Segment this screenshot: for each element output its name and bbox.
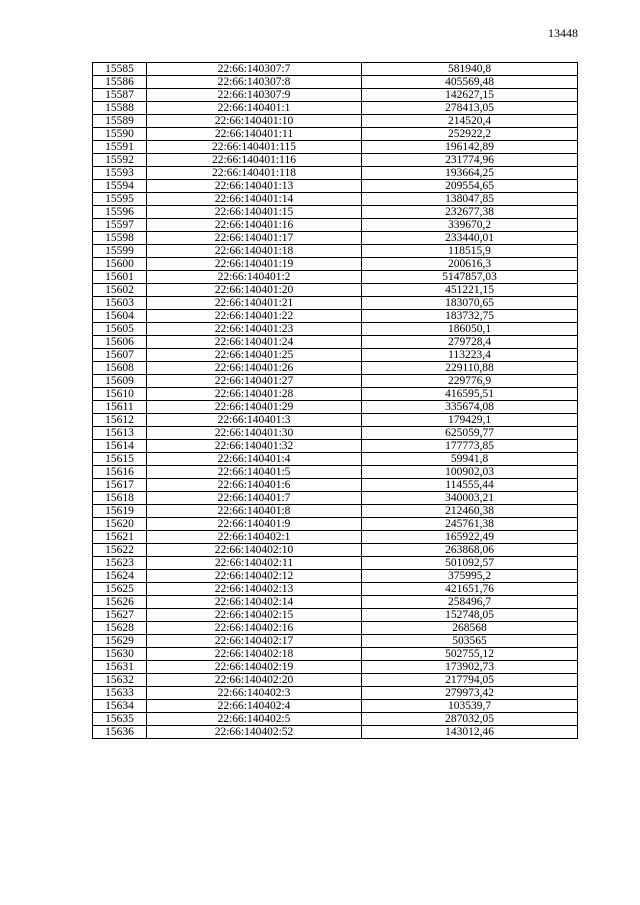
value-cell: 5147857,03 (362, 271, 578, 284)
row-number-cell: 15610 (93, 388, 147, 401)
cadastral-number-cell: 22:66:140401:28 (147, 388, 362, 401)
table-row (93, 167, 578, 180)
cadastral-number-cell: 22:66:140401:2 (147, 271, 362, 284)
value-cell: 245761,38 (362, 518, 578, 531)
value-cell: 196142,89 (362, 141, 578, 154)
row-number-cell: 15620 (93, 518, 147, 531)
value-cell: 339670,2 (362, 219, 578, 232)
value-cell: 279728,4 (362, 336, 578, 349)
row-number-cell: 15600 (93, 258, 147, 271)
cadastral-number-cell: 22:66:140401:32 (147, 440, 362, 453)
cadastral-number-cell: 22:66:140307:9 (147, 89, 362, 102)
value-cell: 209554,65 (362, 180, 578, 193)
cadastral-number-cell: 22:66:140401:23 (147, 323, 362, 336)
cadastral-number-cell: 22:66:140402:3 (147, 687, 362, 700)
table-row (93, 401, 578, 414)
row-number-cell: 15629 (93, 635, 147, 648)
table-row (93, 713, 578, 726)
cadastral-number-cell: 22:66:140402:17 (147, 635, 362, 648)
value-cell: 118515,9 (362, 245, 578, 258)
cadastral-number-cell: 22:66:140401:14 (147, 193, 362, 206)
value-cell: 263868,06 (362, 544, 578, 557)
cadastral-number-cell: 22:66:140402:5 (147, 713, 362, 726)
table-row (93, 336, 578, 349)
row-number-cell: 15592 (93, 154, 147, 167)
value-cell: 183070,65 (362, 297, 578, 310)
cadastral-number-cell: 22:66:140402:1 (147, 531, 362, 544)
row-number-cell: 15627 (93, 609, 147, 622)
table-row (93, 206, 578, 219)
cadastral-number-cell: 22:66:140402:52 (147, 726, 362, 739)
value-cell: 142627,15 (362, 89, 578, 102)
row-number-cell: 15625 (93, 583, 147, 596)
row-number-cell: 15614 (93, 440, 147, 453)
cadastral-number-cell: 22:66:140402:15 (147, 609, 362, 622)
cadastral-number-cell: 22:66:140401:29 (147, 401, 362, 414)
cadastral-number-cell: 22:66:140402:19 (147, 661, 362, 674)
cadastral-number-cell: 22:66:140401:11 (147, 128, 362, 141)
value-cell: 100902,03 (362, 466, 578, 479)
cadastral-number-cell: 22:66:140307:8 (147, 76, 362, 89)
value-cell: 59941,8 (362, 453, 578, 466)
value-cell: 214520,4 (362, 115, 578, 128)
table-row (93, 63, 578, 76)
table-row (93, 518, 578, 531)
cadastral-number-cell: 22:66:140402:14 (147, 596, 362, 609)
row-number-cell: 15594 (93, 180, 147, 193)
cadastral-number-cell: 22:66:140402:20 (147, 674, 362, 687)
cadastral-number-cell: 22:66:140401:13 (147, 180, 362, 193)
value-cell: 217794,05 (362, 674, 578, 687)
value-cell: 375995,2 (362, 570, 578, 583)
row-number-cell: 15611 (93, 401, 147, 414)
row-number-cell: 15608 (93, 362, 147, 375)
row-number-cell: 15585 (93, 63, 147, 76)
value-cell: 416595,51 (362, 388, 578, 401)
table-row (93, 440, 578, 453)
value-cell: 258496,7 (362, 596, 578, 609)
row-number-cell: 15591 (93, 141, 147, 154)
row-number-cell: 15586 (93, 76, 147, 89)
page-number: 13448 (548, 26, 578, 40)
cadastral-number-cell: 22:66:140401:116 (147, 154, 362, 167)
table-row (93, 687, 578, 700)
table-row (93, 466, 578, 479)
table-row (93, 323, 578, 336)
value-cell: 335674,08 (362, 401, 578, 414)
table-row (93, 258, 578, 271)
cadastral-number-cell: 22:66:140401:27 (147, 375, 362, 388)
value-cell: 625059,77 (362, 427, 578, 440)
table-row (93, 193, 578, 206)
cadastral-value-table (92, 62, 578, 739)
row-number-cell: 15595 (93, 193, 147, 206)
value-cell: 165922,49 (362, 531, 578, 544)
cadastral-number-cell: 22:66:140401:5 (147, 466, 362, 479)
value-cell: 229110,88 (362, 362, 578, 375)
value-cell: 193664,25 (362, 167, 578, 180)
value-cell: 581940,8 (362, 63, 578, 76)
value-cell: 229776,9 (362, 375, 578, 388)
table-row (93, 583, 578, 596)
table-row (93, 375, 578, 388)
value-cell: 451221,15 (362, 284, 578, 297)
table-row (93, 622, 578, 635)
table-row (93, 505, 578, 518)
table-row (93, 271, 578, 284)
cadastral-number-cell: 22:66:140401:17 (147, 232, 362, 245)
table-row (93, 349, 578, 362)
value-cell: 152748,05 (362, 609, 578, 622)
cadastral-number-cell: 22:66:140402:13 (147, 583, 362, 596)
row-number-cell: 15615 (93, 453, 147, 466)
cadastral-number-cell: 22:66:140401:15 (147, 206, 362, 219)
value-cell: 279973,42 (362, 687, 578, 700)
row-number-cell: 15621 (93, 531, 147, 544)
value-cell: 268568 (362, 622, 578, 635)
value-cell: 179429,1 (362, 414, 578, 427)
row-number-cell: 15631 (93, 661, 147, 674)
cadastral-number-cell: 22:66:140401:22 (147, 310, 362, 323)
table-row (93, 531, 578, 544)
value-cell: 231774,96 (362, 154, 578, 167)
table-row (93, 141, 578, 154)
cadastral-number-cell: 22:66:140402:10 (147, 544, 362, 557)
table-row (93, 700, 578, 713)
table-row (93, 102, 578, 115)
row-number-cell: 15588 (93, 102, 147, 115)
cadastral-number-cell: 22:66:140402:11 (147, 557, 362, 570)
value-cell: 340003,21 (362, 492, 578, 505)
row-number-cell: 15612 (93, 414, 147, 427)
table-row (93, 310, 578, 323)
value-cell: 186050,1 (362, 323, 578, 336)
table-row (93, 128, 578, 141)
row-number-cell: 15604 (93, 310, 147, 323)
value-cell: 503565 (362, 635, 578, 648)
row-number-cell: 15623 (93, 557, 147, 570)
row-number-cell: 15596 (93, 206, 147, 219)
cadastral-number-cell: 22:66:140401:3 (147, 414, 362, 427)
value-cell: 232677,38 (362, 206, 578, 219)
table-row (93, 674, 578, 687)
table-row (93, 219, 578, 232)
cadastral-number-cell: 22:66:140401:1 (147, 102, 362, 115)
value-cell: 501092,57 (362, 557, 578, 570)
row-number-cell: 15616 (93, 466, 147, 479)
row-number-cell: 15622 (93, 544, 147, 557)
row-number-cell: 15609 (93, 375, 147, 388)
row-number-cell: 15636 (93, 726, 147, 739)
row-number-cell: 15619 (93, 505, 147, 518)
value-cell: 143012,46 (362, 726, 578, 739)
row-number-cell: 15618 (93, 492, 147, 505)
table-row (93, 635, 578, 648)
value-cell: 173902,73 (362, 661, 578, 674)
cadastral-number-cell: 22:66:140401:118 (147, 167, 362, 180)
row-number-cell: 15587 (93, 89, 147, 102)
row-number-cell: 15632 (93, 674, 147, 687)
value-cell: 405569,48 (362, 76, 578, 89)
row-number-cell: 15630 (93, 648, 147, 661)
value-cell: 200616,3 (362, 258, 578, 271)
row-number-cell: 15634 (93, 700, 147, 713)
table-row (93, 115, 578, 128)
cadastral-number-cell: 22:66:140401:20 (147, 284, 362, 297)
value-cell: 421651,76 (362, 583, 578, 596)
value-cell: 212460,38 (362, 505, 578, 518)
value-cell: 177773,85 (362, 440, 578, 453)
cadastral-number-cell: 22:66:140402:16 (147, 622, 362, 635)
table-row (93, 180, 578, 193)
row-number-cell: 15590 (93, 128, 147, 141)
row-number-cell: 15605 (93, 323, 147, 336)
value-cell: 113223,4 (362, 349, 578, 362)
table-row (93, 544, 578, 557)
row-number-cell: 15598 (93, 232, 147, 245)
cadastral-number-cell: 22:66:140307:7 (147, 63, 362, 76)
cadastral-number-cell: 22:66:140401:4 (147, 453, 362, 466)
row-number-cell: 15617 (93, 479, 147, 492)
table-row (93, 557, 578, 570)
cadastral-number-cell: 22:66:140401:8 (147, 505, 362, 518)
cadastral-number-cell: 22:66:140401:115 (147, 141, 362, 154)
cadastral-number-cell: 22:66:140401:7 (147, 492, 362, 505)
row-number-cell: 15589 (93, 115, 147, 128)
table-row (93, 245, 578, 258)
cadastral-number-cell: 22:66:140401:26 (147, 362, 362, 375)
table-row (93, 76, 578, 89)
value-cell: 278413,05 (362, 102, 578, 115)
cadastral-number-cell: 22:66:140401:9 (147, 518, 362, 531)
value-cell: 502755,12 (362, 648, 578, 661)
table-row (93, 232, 578, 245)
row-number-cell: 15628 (93, 622, 147, 635)
row-number-cell: 15633 (93, 687, 147, 700)
table-row (93, 427, 578, 440)
table-row (93, 297, 578, 310)
row-number-cell: 15635 (93, 713, 147, 726)
value-cell: 233440,01 (362, 232, 578, 245)
table-row (93, 154, 578, 167)
row-number-cell: 15597 (93, 219, 147, 232)
value-cell: 103539,7 (362, 700, 578, 713)
table-row (93, 726, 578, 739)
table-row (93, 414, 578, 427)
row-number-cell: 15599 (93, 245, 147, 258)
value-cell: 114555,44 (362, 479, 578, 492)
cadastral-number-cell: 22:66:140402:18 (147, 648, 362, 661)
table-row (93, 648, 578, 661)
row-number-cell: 15603 (93, 297, 147, 310)
row-number-cell: 15607 (93, 349, 147, 362)
cadastral-number-cell: 22:66:140401:18 (147, 245, 362, 258)
table-row (93, 388, 578, 401)
cadastral-number-cell: 22:66:140401:25 (147, 349, 362, 362)
value-cell: 183732,75 (362, 310, 578, 323)
cadastral-number-cell: 22:66:140401:10 (147, 115, 362, 128)
row-number-cell: 15624 (93, 570, 147, 583)
table-body (93, 63, 578, 739)
row-number-cell: 15613 (93, 427, 147, 440)
table-row (93, 453, 578, 466)
cadastral-number-cell: 22:66:140401:16 (147, 219, 362, 232)
value-cell: 252922,2 (362, 128, 578, 141)
cadastral-number-cell: 22:66:140401:19 (147, 258, 362, 271)
table-row (93, 661, 578, 674)
value-cell: 287032,05 (362, 713, 578, 726)
table-row (93, 570, 578, 583)
cadastral-number-cell: 22:66:140401:30 (147, 427, 362, 440)
value-cell: 138047,85 (362, 193, 578, 206)
cadastral-number-cell: 22:66:140402:12 (147, 570, 362, 583)
cadastral-number-cell: 22:66:140401:21 (147, 297, 362, 310)
cadastral-number-cell: 22:66:140401:24 (147, 336, 362, 349)
table-row (93, 479, 578, 492)
row-number-cell: 15606 (93, 336, 147, 349)
row-number-cell: 15593 (93, 167, 147, 180)
row-number-cell: 15602 (93, 284, 147, 297)
cadastral-number-cell: 22:66:140402:4 (147, 700, 362, 713)
table-row (93, 596, 578, 609)
row-number-cell: 15626 (93, 596, 147, 609)
table-row (93, 89, 578, 102)
table-row (93, 362, 578, 375)
table-row (93, 284, 578, 297)
cadastral-number-cell: 22:66:140401:6 (147, 479, 362, 492)
table-row (93, 492, 578, 505)
table-row (93, 609, 578, 622)
row-number-cell: 15601 (93, 271, 147, 284)
